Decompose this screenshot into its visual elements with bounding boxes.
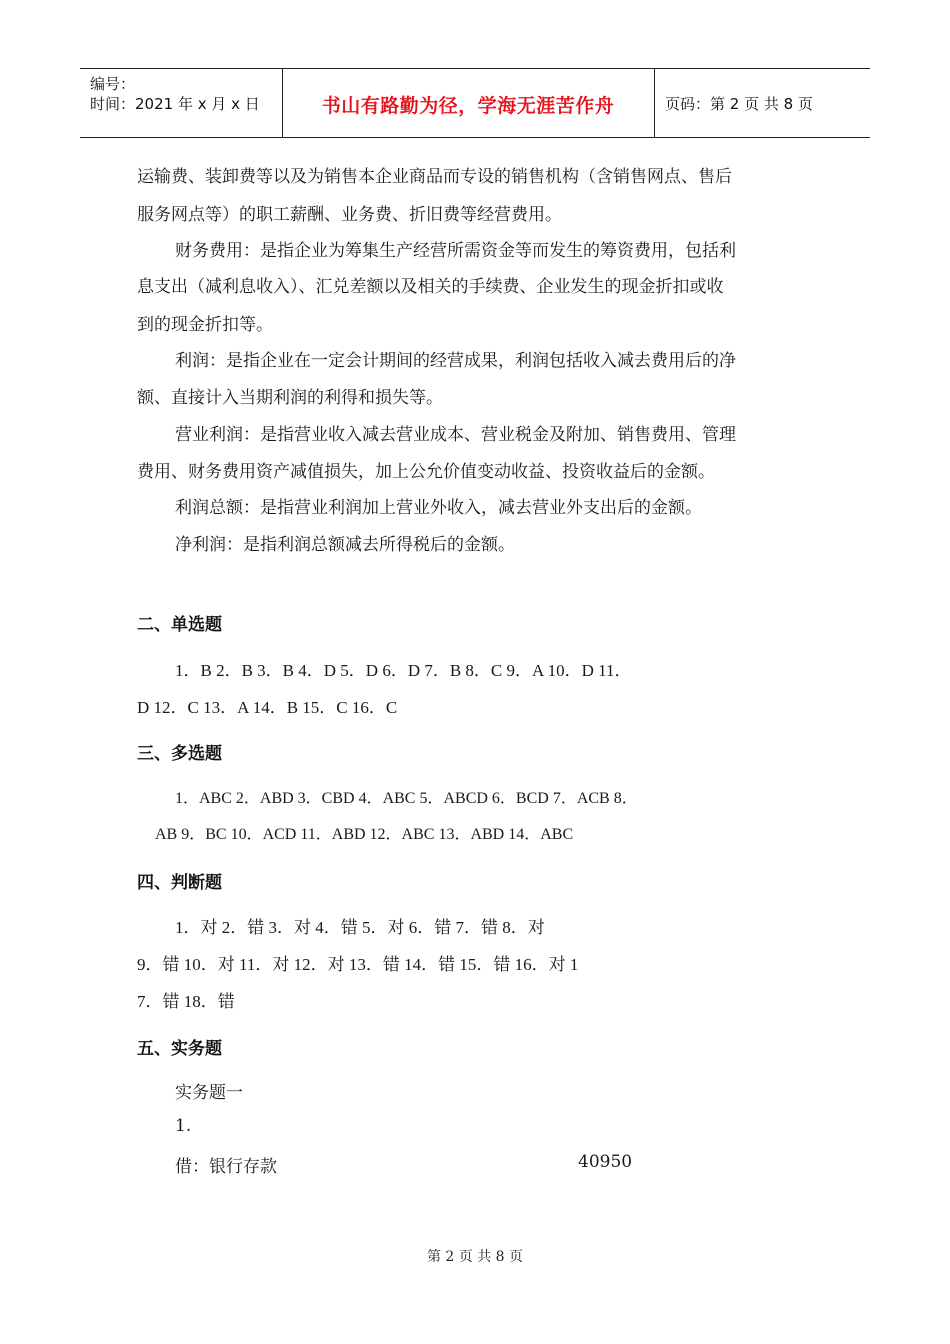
answer-line: 1．B 2．B 3．B 4．D 5．D 6．D 7．B 8．C 9．A 10．D 11． bbox=[175, 661, 632, 680]
motto: 书山有路勤为径，学海无涯苦作舟 bbox=[321, 95, 615, 117]
journal-entry-amount: 40950 bbox=[578, 1152, 633, 1172]
header-meta-cell bbox=[80, 69, 283, 137]
body-line: 运输费、装卸费等以及为销售本企业商品而专设的销售机构（含销售网点、售后 bbox=[137, 167, 732, 187]
answer-line: 9．错 10．对 11．对 12．对 13．错 14．错 15．错 16．对 1 bbox=[137, 955, 579, 974]
page-label: 页码：第 2 页 共 8 页 bbox=[665, 95, 813, 113]
section-title: 四、判断题 bbox=[137, 873, 222, 893]
page-footer: 第 2 页 共 8 页 bbox=[426, 1249, 524, 1265]
body-line: 到的现金折扣等。 bbox=[137, 315, 273, 335]
number-label: 编号： bbox=[90, 75, 136, 93]
body-line: 息支出（减利息收入）、汇兑差额以及相关的手续费、企业发生的现金折扣或收 bbox=[137, 277, 724, 297]
header-page-cell bbox=[655, 69, 870, 137]
document-header bbox=[80, 68, 870, 138]
body-line: 费用、财务费用资产减值损失，加上公允价值变动收益、投资收益后的金额。 bbox=[137, 462, 715, 482]
body-line: 营业利润：是指营业收入减去营业成本、营业税金及附加、销售费用、管理 bbox=[175, 425, 736, 445]
body-line: 财务费用：是指企业为筹集生产经营所需资金等而发生的筹资费用，包括利 bbox=[175, 241, 736, 261]
time-label: 时间：2021 年 x 月 x 日 bbox=[90, 95, 260, 113]
section-title: 三、多选题 bbox=[137, 744, 222, 764]
header-motto-cell bbox=[282, 69, 655, 137]
section-title: 五、实务题 bbox=[137, 1039, 222, 1059]
journal-entry-label: 借：银行存款 bbox=[175, 1157, 277, 1177]
section-title: 二、单选题 bbox=[137, 615, 222, 635]
body-line: 利润总额：是指营业利润加上营业外收入，减去营业外支出后的金额。 bbox=[175, 498, 702, 518]
answer-line: 1．对 2．错 3．对 4．错 5．对 6．错 7．错 8．对 bbox=[175, 918, 545, 937]
body-line: 服务网点等）的职工薪酬、业务费、折旧费等经营费用。 bbox=[137, 205, 562, 225]
answer-line: D 12．C 13．A 14．B 15．C 16．C bbox=[137, 698, 398, 717]
body-line: 额、直接计入当期利润的利得和损失等。 bbox=[137, 388, 443, 408]
body-line: 净利润：是指利润总额减去所得税后的金额。 bbox=[175, 535, 515, 555]
answer-line: 1．ABC 2．ABD 3．CBD 4．ABC 5．ABCD 6．BCD 7．ACB 8． bbox=[175, 790, 638, 807]
subsection-title: 实务题一 bbox=[175, 1083, 243, 1103]
body-line: 利润：是指企业在一定会计期间的经营成果，利润包括收入减去费用后的净 bbox=[175, 351, 736, 371]
answer-line: AB 9．BC 10．ACD 11．ABD 12．ABC 13．ABD 14．ABC bbox=[155, 826, 574, 843]
answer-line: 7．错 18．错 bbox=[137, 992, 235, 1011]
item-number: 1. bbox=[175, 1116, 192, 1136]
